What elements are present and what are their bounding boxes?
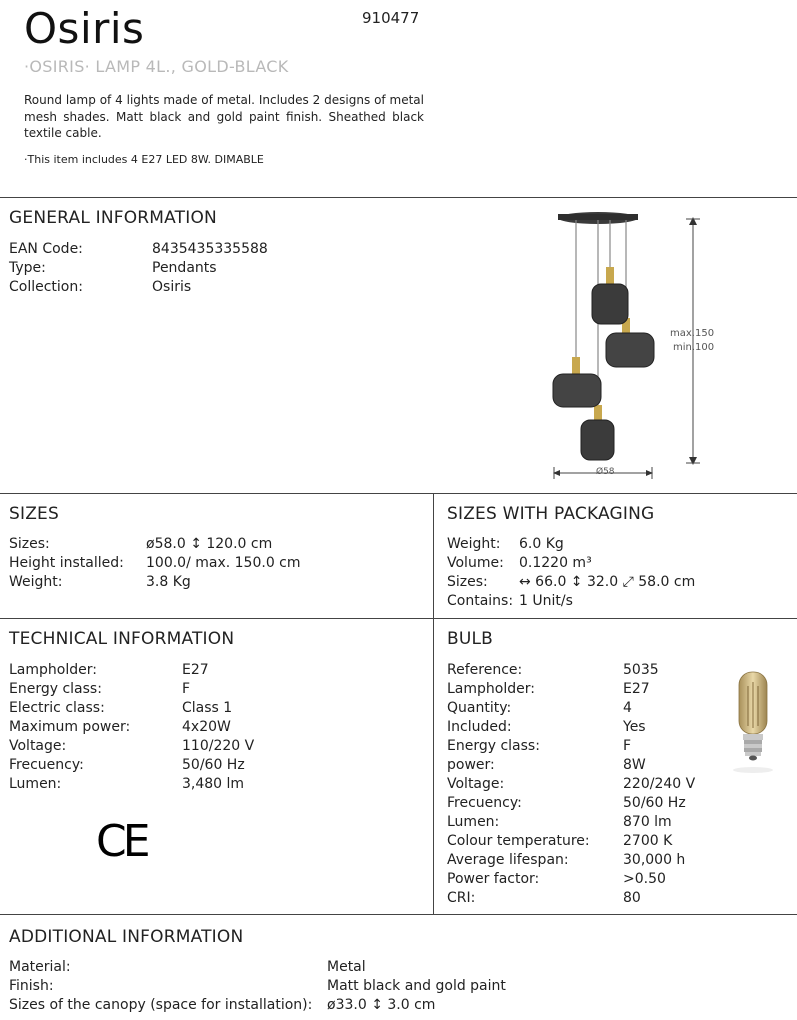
row-value: ↔ 66.0 ↕ 32.0 ⤢ 58.0 cm: [519, 574, 696, 590]
row-value: 220/240 V: [623, 776, 696, 792]
technical-title: TECHNICAL INFORMATION: [9, 629, 235, 649]
divider: [0, 493, 797, 494]
row-label: Included:: [447, 719, 512, 735]
row-label: Electric class:: [9, 700, 105, 716]
column-divider: [433, 618, 434, 914]
bulb-image: [728, 668, 778, 778]
row-label: Sizes:: [447, 574, 488, 590]
row-value: E27: [623, 681, 650, 697]
row-label: power:: [447, 757, 495, 773]
row-label: Lampholder:: [447, 681, 535, 697]
row-value: >0.50: [623, 871, 666, 887]
row-value: 2700 K: [623, 833, 673, 849]
row-value: 4x20W: [182, 719, 231, 735]
bulb-title: BULB: [447, 629, 494, 649]
column-divider: [433, 493, 434, 618]
row-label: Frecuency:: [447, 795, 522, 811]
row-label: Colour temperature:: [447, 833, 590, 849]
lamp-shade: [581, 420, 614, 460]
row-value: E27: [182, 662, 209, 678]
row-value: 5035: [623, 662, 659, 678]
row-value: ø58.0 ↕ 120.0 cm: [146, 536, 273, 552]
row-value: 50/60 Hz: [623, 795, 686, 811]
row-label: Energy class:: [9, 681, 102, 697]
row-label: Lumen:: [9, 776, 62, 792]
row-label: EAN Code:: [9, 241, 83, 257]
general-info-title: GENERAL INFORMATION: [9, 208, 217, 228]
row-label: Collection:: [9, 279, 83, 295]
row-label: Voltage:: [447, 776, 505, 792]
product-subtitle: ·OSIRIS· LAMP 4L., GOLD-BLACK: [24, 57, 289, 76]
row-label: Weight:: [447, 536, 501, 552]
row-label: Height installed:: [9, 555, 124, 571]
product-note: ·This item includes 4 E27 LED 8W. DIMABLE: [24, 153, 264, 166]
product-description: Round lamp of 4 lights made of metal. Includes 2 designs of metal mesh shades. Matt black and gold paint finish. Sheathed black textile cable.: [24, 93, 424, 140]
row-label: Power factor:: [447, 871, 540, 887]
product-title: Osiris: [24, 4, 145, 53]
row-label: Weight:: [9, 574, 63, 590]
row-value: ø33.0 ↕ 3.0 cm: [327, 997, 436, 1013]
product-code: 910477: [362, 9, 420, 27]
row-value: 3.8 Kg: [146, 574, 191, 590]
row-label: Sizes:: [9, 536, 50, 552]
row-value: 0.1220 m³: [519, 555, 592, 571]
row-label: Voltage:: [9, 738, 67, 754]
diameter-label: Ø58: [596, 467, 615, 477]
divider: [0, 914, 797, 915]
divider: [0, 197, 797, 198]
row-value: F: [623, 738, 632, 754]
row-value: 110/220 V: [182, 738, 255, 754]
packaging-title: SIZES WITH PACKAGING: [447, 504, 655, 524]
row-label: Sizes of the canopy (space for installation):: [9, 997, 313, 1013]
ce-mark: CE: [96, 816, 147, 867]
row-label: Reference:: [447, 662, 523, 678]
row-value: Metal: [327, 959, 366, 975]
row-label: Lumen:: [447, 814, 500, 830]
row-label: Energy class:: [447, 738, 540, 754]
divider: [0, 618, 797, 619]
row-label: Maximum power:: [9, 719, 131, 735]
row-label: Frecuency:: [9, 757, 84, 773]
row-value: 1 Unit/s: [519, 593, 573, 609]
row-value: Pendants: [152, 260, 217, 276]
row-value: 80: [623, 890, 641, 906]
max-height-label: max.150: [670, 328, 715, 339]
row-label: Volume:: [447, 555, 504, 571]
row-label: Average lifespan:: [447, 852, 569, 868]
row-value: 8W: [623, 757, 646, 773]
row-label: Quantity:: [447, 700, 512, 716]
row-label: CRI:: [447, 890, 476, 906]
row-label: Contains:: [447, 593, 514, 609]
row-value: F: [182, 681, 191, 697]
row-value: 8435435335588: [152, 241, 268, 257]
row-value: Matt black and gold paint: [327, 978, 506, 994]
row-value: 3,480 lm: [182, 776, 245, 792]
lamp-shade: [592, 284, 628, 324]
row-value: 870 lm: [623, 814, 672, 830]
min-height-label: min.100: [673, 342, 715, 353]
row-value: 100.0/ max. 150.0 cm: [146, 555, 301, 571]
row-value: 6.0 Kg: [519, 536, 564, 552]
row-label: Lampholder:: [9, 662, 97, 678]
additional-title: ADDITIONAL INFORMATION: [9, 927, 244, 947]
row-value: Class 1: [182, 700, 233, 716]
row-label: Type:: [9, 260, 46, 276]
lamp-shade: [606, 333, 654, 367]
row-value: Yes: [623, 719, 646, 735]
row-label: Material:: [9, 959, 71, 975]
row-value: Osiris: [152, 279, 192, 295]
sizes-title: SIZES: [9, 504, 59, 524]
row-value: 30,000 h: [623, 852, 686, 868]
lamp-shade: [553, 374, 601, 407]
row-label: Finish:: [9, 978, 54, 994]
row-value: 4: [623, 700, 632, 716]
row-value: 50/60 Hz: [182, 757, 245, 773]
